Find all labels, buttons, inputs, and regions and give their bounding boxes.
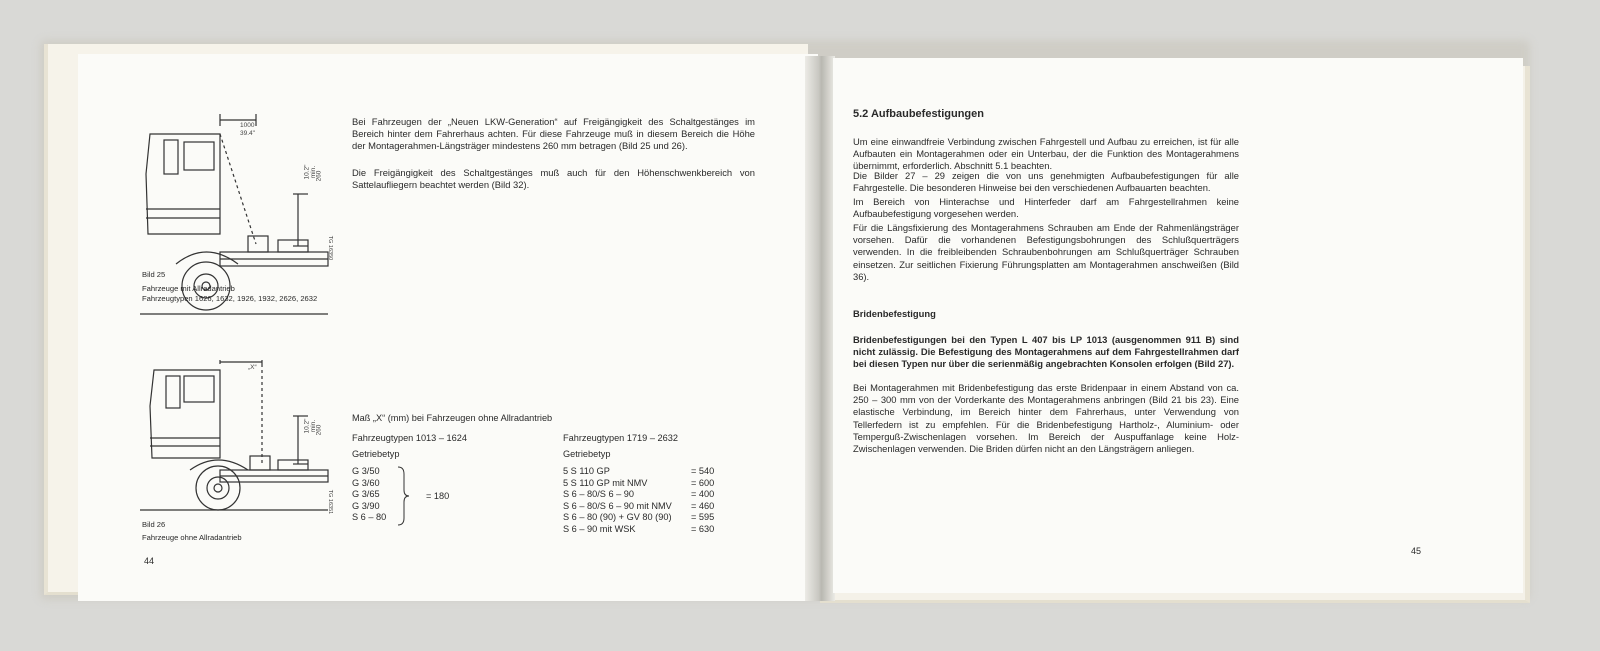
right-paragraph-4: Für die Längsfixierung des Montagerahmens Schrauben am Ende der Rahmenlängsträger vorsehen. Dafür die vorhandenen Befestigungsbohrungen des Schlußquerträgers verwenden. In die freibleibenden Schraubenbohrungen am Schlußquerträger Schrauben einsetzen. Zur seitlichen Fixierung Führungsplatten am Montagerahmen anschweißen (Bild 36). <box>853 222 1239 282</box>
col1-row: G 3/60 <box>352 477 380 488</box>
col1-list <box>352 466 386 524</box>
col2-value: = 540 <box>691 466 715 476</box>
col2-type: S 6 – 90 mit WSK <box>563 523 636 534</box>
col2-value: = 630 <box>691 523 715 534</box>
col2-value: = 595 <box>691 512 715 523</box>
col2-type: 5 S 110 GP <box>563 466 610 476</box>
fig26-caption: Fahrzeuge ohne Allradantrieb <box>142 533 242 542</box>
col1-brace <box>396 466 410 526</box>
fig25-label: Bild 25 <box>142 270 166 279</box>
col2-row <box>563 512 733 524</box>
fig25-dim-top-mm: 1000 <box>240 122 255 129</box>
fig26-dim-side-min: min. <box>310 419 318 433</box>
col1-row: G 3/50 <box>352 466 380 476</box>
fig25-caption-1: Fahrzeuge mit Allradantrieb <box>142 284 235 293</box>
left-page <box>78 54 818 601</box>
fig26-label: Bild 26 <box>142 520 166 529</box>
right-paragraph-2: Die Bilder 27 – 29 zeigen die von uns genehmigten Aufbaubefestigungen für alle Fahrgestelle. Die besonderen Hinweise bei den verschiedenen Aufbauarten beachten. <box>853 170 1239 194</box>
col2-type: 5 S 110 GP mit NMV <box>563 477 648 488</box>
fig25-caption-2: Fahrzeugtypen 1626, 1632, 1926, 1932, 2626, 2632 <box>142 294 318 303</box>
subheading: Bridenbefestigung <box>853 308 936 319</box>
section-heading: 5.2 Aufbaubefestigungen <box>853 108 984 120</box>
intro-paragraph-1: Bei Fahrzeugen der „Neuen LKW-Generation“ auf Freigängigkeit des Schaltgestänges im Bereich hinter dem Fahrerhaus achten. Für diese Fahrzeuge muß in diesem Bereich die Höhe der Montagerahmen-Längsträger mindestens 260 mm betragen (Bild 25 und 26). <box>352 116 755 152</box>
col2-row <box>563 501 733 513</box>
col1-row: G 3/90 <box>352 500 380 511</box>
fig26-code: TG 16351 <box>327 489 334 515</box>
col1-row: G 3/65 <box>352 489 380 500</box>
col1-header: Fahrzeugtypen 1013 – 1624 <box>352 433 467 443</box>
fig25-dim-side-in: 10.2" <box>303 164 311 180</box>
col2-row <box>563 478 733 490</box>
right-page <box>833 58 1523 593</box>
col2-value: = 600 <box>691 477 715 488</box>
intro-paragraph-2: Die Freigängigkeit des Schaltgestänges muß auch für den Höhenschwenkbereich von Sattelaufliegern beachtet werden (Bild 32). <box>352 167 755 191</box>
fig25-dim-top-in: 39.4" <box>240 130 255 137</box>
col2-type: S 6 – 80 (90) + GV 80 (90) <box>563 512 672 523</box>
col1-subheader: Getriebetyp <box>352 449 400 459</box>
col2-row <box>563 524 733 536</box>
page-number-left: 44 <box>144 556 155 566</box>
col2-row <box>563 489 733 501</box>
col2-value: = 460 <box>691 500 715 511</box>
col2-list <box>563 466 733 536</box>
col2-header: Fahrzeugtypen 1719 – 2632 <box>563 433 678 443</box>
page-number-right: 45 <box>1411 546 1422 556</box>
book-gutter <box>805 56 835 601</box>
fig26-dim-top: „X“ <box>248 364 257 371</box>
fig26-dim-side-in: 10.2" <box>303 418 311 434</box>
right-paragraph-1: Um eine einwandfreie Verbindung zwischen Fahrgestell und Aufbau zu erreichen, ist für alle Aufbauten ein Montagerahmen oder ein Unterbau, der die Funktion des Montagerahmens übernimmt, erforderlich. Abschnitt 5.1 beachten. <box>853 136 1239 172</box>
right-paragraph-3: Im Bereich von Hinterachse und Hinterfeder darf am Fahrgestellrahmen keine Aufbaubefestigung vorgesehen werden. <box>853 196 1239 220</box>
fig26-dim-side-mm: 260 <box>315 424 323 436</box>
fig25-code: TG 16350 <box>327 235 334 261</box>
col2-row <box>563 466 733 478</box>
bold-paragraph: Bridenbefestigungen bei den Typen L 407 bis LP 1013 (ausgenommen 911 B) sind nicht zulässig. Die Befestigung des Montagerahmens auf dem Fahrgestellrahmen darf bei diesen Typen nur über die serienmäßig angebrachten Konsolen erfolgen (Bild 27). <box>853 334 1239 370</box>
last-paragraph: Bei Montagerahmen mit Bridenbefestigung das erste Bridenpaar in einem Abstand von ca. 250 – 300 mm von der Vorderkante des Montagerahmens anbringen (Bild 21 bis 23). Eine elastische Verbindung, im Bereich hinter dem Fahrerhaus, unter Verwendung von Tellerfedern ist zu empfehlen. Für die Bridenbefestigung Hartholz-, Aluminium- oder Temperguß-Zwischenlagen vorsehen. Im Bereich der Auspuffanlage keine Holz-Zwischenlagen verwenden. Die Briden dürfen nicht an den Längsträgern anliegen. <box>853 382 1239 455</box>
table-title: Maß „X“ (mm) bei Fahrzeugen ohne Allradantrieb <box>352 413 553 423</box>
col1-value: = 180 <box>426 491 450 501</box>
col2-type: S 6 – 80/S 6 – 90 <box>563 489 635 500</box>
col2-type: S 6 – 80/S 6 – 90 mit NMV <box>563 500 672 511</box>
fig25-dim-side-min: min. <box>310 165 318 179</box>
fig25-dim-side-mm: 260 <box>315 170 323 182</box>
col2-value: = 400 <box>691 489 715 500</box>
col1-row: S 6 – 80 <box>352 512 387 523</box>
col2-subheader: Getriebetyp <box>563 449 611 459</box>
